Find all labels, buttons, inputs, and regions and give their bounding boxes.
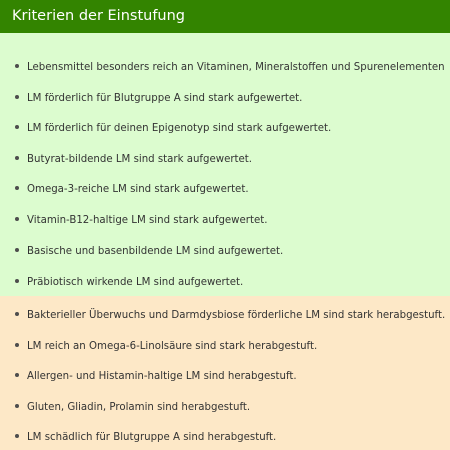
criterion-text: Präbiotisch wirkende LM sind aufgewertet.: [27, 277, 244, 288]
positive-criterion-item: [15, 244, 283, 260]
bullet-icon: [15, 95, 19, 99]
criterion-text: Lebensmittel besonders reich an Vitaminen, Mineralstoffen und Spurenelementen: [27, 62, 445, 73]
bullet-icon: [15, 343, 19, 347]
bullet-icon: [15, 186, 19, 190]
negative-criteria-list: [0, 296, 450, 450]
bullet-icon: [15, 156, 19, 160]
criteria-header: [0, 0, 450, 33]
positive-criterion-item: [15, 182, 249, 198]
bullet-icon: [15, 248, 19, 252]
bullet-icon: [15, 404, 19, 408]
bullet-icon: [15, 312, 19, 316]
positive-criterion-item: [15, 152, 252, 168]
criteria-title: Kriterien der Einstufung: [12, 8, 186, 24]
negative-criterion-item: [15, 308, 445, 324]
criterion-text: Vitamin-B12-haltige LM sind stark aufgewertet.: [27, 215, 268, 226]
bullet-icon: [15, 64, 19, 68]
criterion-text: LM förderlich für Blutgruppe A sind stark aufgewertet.: [27, 93, 303, 104]
bullet-icon: [15, 217, 19, 221]
negative-criterion-item: [15, 369, 297, 385]
negative-criterion-item: [15, 430, 276, 446]
negative-criterion-item: [15, 339, 317, 355]
criterion-text: LM reich an Omega-6-Linolsäure sind stark herabgestuft.: [27, 341, 318, 352]
positive-criterion-item: [15, 60, 445, 76]
criterion-text: Gluten, Gliadin, Prolamin sind herabgestuft.: [27, 402, 251, 413]
criterion-text: Bakterieller Überwuchs und Darmdysbiose förderliche LM sind stark herabgestuft.: [27, 310, 446, 321]
bullet-icon: [15, 279, 19, 283]
positive-criterion-item: [15, 121, 331, 137]
positive-criterion-item: [15, 275, 243, 291]
criterion-text: Basische und basenbildende LM sind aufgewertet.: [27, 246, 284, 257]
criterion-text: Butyrat-bildende LM sind stark aufgewertet.: [27, 154, 253, 165]
bullet-icon: [15, 434, 19, 438]
bullet-icon: [15, 373, 19, 377]
criterion-text: LM schädlich für Blutgruppe A sind herabgestuft.: [27, 432, 277, 443]
criterion-text: LM förderlich für deinen Epigenotyp sind stark aufgewertet.: [27, 123, 332, 134]
positive-criteria-list: [0, 33, 450, 296]
positive-criterion-item: [15, 213, 267, 229]
positive-criterion-item: [15, 91, 302, 107]
negative-criterion-item: [15, 400, 250, 416]
criterion-text: Allergen- und Histamin-haltige LM sind herabgestuft.: [27, 371, 297, 382]
bullet-icon: [15, 125, 19, 129]
criterion-text: Omega-3-reiche LM sind stark aufgewertet.: [27, 184, 249, 195]
